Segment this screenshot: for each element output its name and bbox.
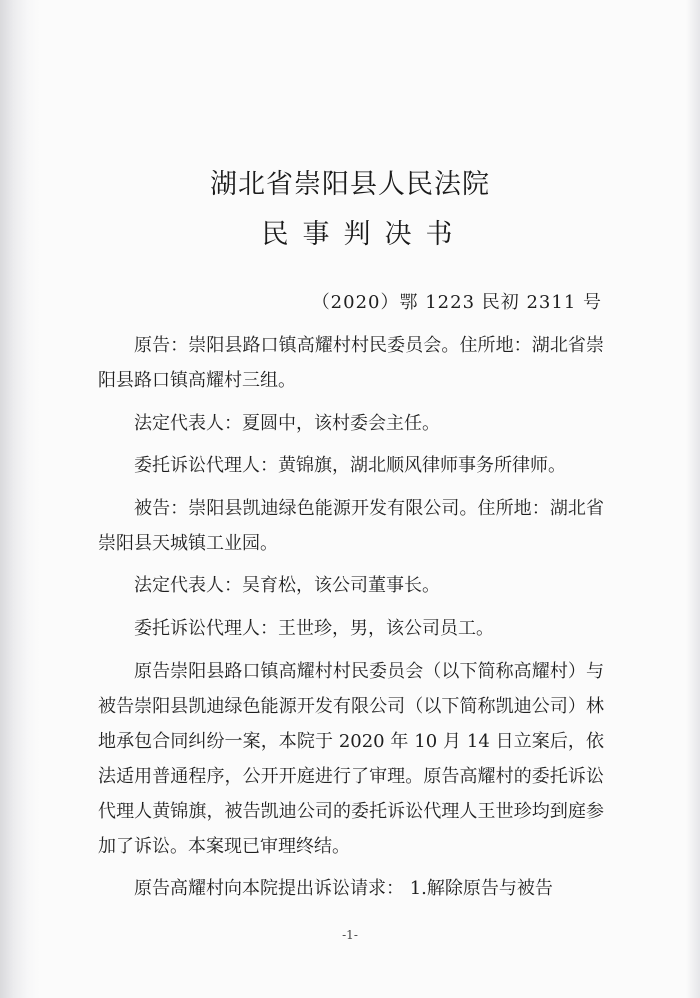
paragraph-defendant-representative: 法定代表人：吴育松，该公司董事长。 <box>134 575 440 597</box>
page-number: -1- <box>342 928 358 942</box>
scan-edge-shadow <box>0 0 40 998</box>
paragraph-plaintiff-agent: 委托诉讼代理人：黄锦旗，湖北顺风律师事务所律师。 <box>134 455 566 477</box>
court-name: 湖北省崇阳县人民法院 <box>210 169 490 200</box>
paragraph-plaintiff-representative: 法定代表人：夏圆中，该村委会主任。 <box>134 412 440 434</box>
paragraph-defendant: 被告：崇阳县凯迪绿色能源开发有限公司。住所地：湖北省崇阳县天城镇工业园。 <box>98 497 604 554</box>
case-number: （2020）鄂 1223 民初 2311 号 <box>311 292 602 313</box>
paragraph-claims: 原告高耀村向本院提出诉讼请求： 1.解除原告与被告 <box>134 878 553 900</box>
paragraph-defendant-agent: 委托诉讼代理人：王世珍，男，该公司员工。 <box>134 617 494 639</box>
paragraph-case-summary: 原告崇阳县路口镇高耀村村民委员会（以下简称高耀村）与被告崇阳县凯迪绿色能源开发有限公司（以下简称凯迪公司）林地承包合同纠纷一案，本院于 2020 年 10 月 14 日立案后，依法适用普通程序，公开开庭进行了审理。原告高耀村的委托诉讼代理人黄锦旗，被告凯迪公司的委托诉讼代理人王世珍均到庭参加了诉讼。本案现已审理终结。 <box>98 660 604 857</box>
document-title: 民事判决书 <box>261 219 467 250</box>
scan-edge-shadow-right <box>686 0 700 998</box>
judgment-body <box>98 328 604 914</box>
paragraph-plaintiff: 原告：崇阳县路口镇高耀村村民委员会。住所地：湖北省崇阳县路口镇高耀村三组。 <box>98 335 604 391</box>
